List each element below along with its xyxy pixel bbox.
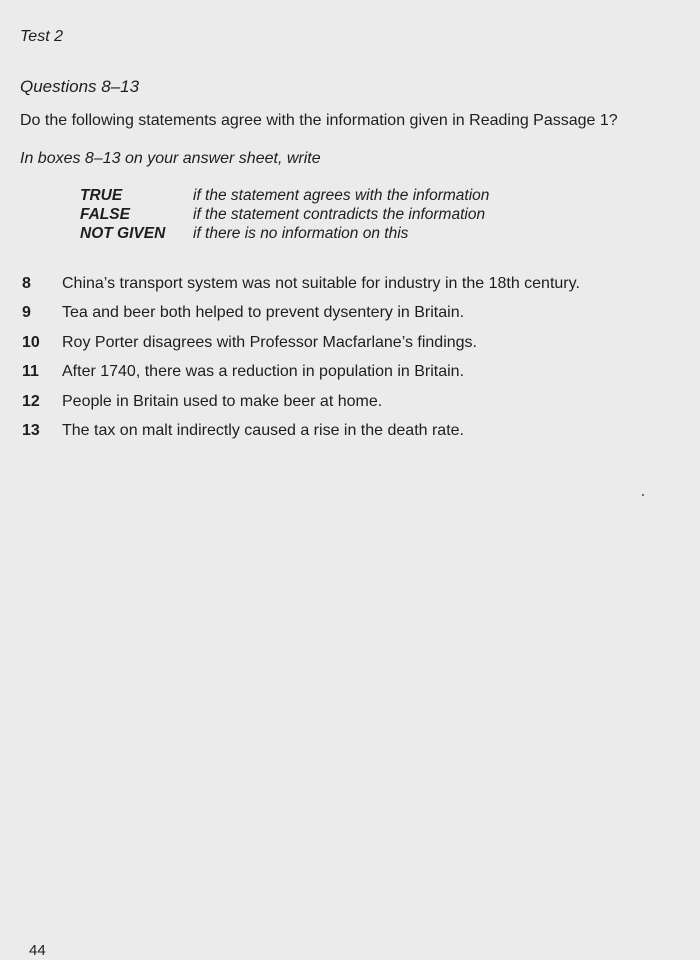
statement-number: 9: [22, 304, 31, 322]
statement-item: [22, 387, 580, 417]
sub-instruction-text: In boxes 8–13 on your answer sheet, write: [20, 150, 321, 167]
legend-description: if there is no information on this: [193, 225, 409, 242]
statement-text: China’s transport system was not suitable for industry in the 18th century.: [62, 274, 580, 292]
questions-title: Questions 8–13: [20, 77, 140, 96]
statement-text: After 1740, there was a reduction in population in Britain.: [62, 363, 465, 381]
statement-item: [22, 328, 580, 358]
statement-item: [22, 358, 580, 388]
legend-row-not-given: [80, 224, 489, 243]
statement-list: [22, 269, 580, 446]
instruction-text: Do the following statements agree with the information given in Reading Passage 1?: [20, 112, 618, 129]
statement-text: Roy Porter disagrees with Professor Macfarlane’s findings.: [62, 333, 477, 351]
statement-number: 13: [22, 422, 40, 440]
statement-text: The tax on malt indirectly caused a rise in the death rate.: [62, 422, 464, 440]
statement-number: 10: [22, 333, 40, 351]
statement-number: 12: [22, 392, 40, 410]
legend-key: FALSE: [80, 206, 130, 223]
legend-description: if the statement agrees with the information: [193, 187, 490, 204]
page-number: 44: [29, 942, 46, 959]
statement-item: [22, 269, 580, 299]
legend-row-true: [80, 186, 489, 205]
statement-item: [22, 299, 580, 329]
legend-key: TRUE: [80, 187, 123, 204]
test-label: Test 2: [20, 28, 63, 45]
legend-row-false: [80, 205, 489, 224]
statement-text: People in Britain used to make beer at home.: [62, 392, 383, 410]
statement-number: 8: [22, 274, 31, 292]
stray-mark: [642, 494, 644, 496]
legend-key: NOT GIVEN: [80, 225, 166, 242]
statement-number: 11: [22, 363, 39, 381]
statement-text: Tea and beer both helped to prevent dysentery in Britain.: [62, 304, 465, 322]
answer-legend: [80, 186, 489, 243]
statement-item: [22, 417, 580, 447]
legend-description: if the statement contradicts the information: [193, 206, 486, 223]
